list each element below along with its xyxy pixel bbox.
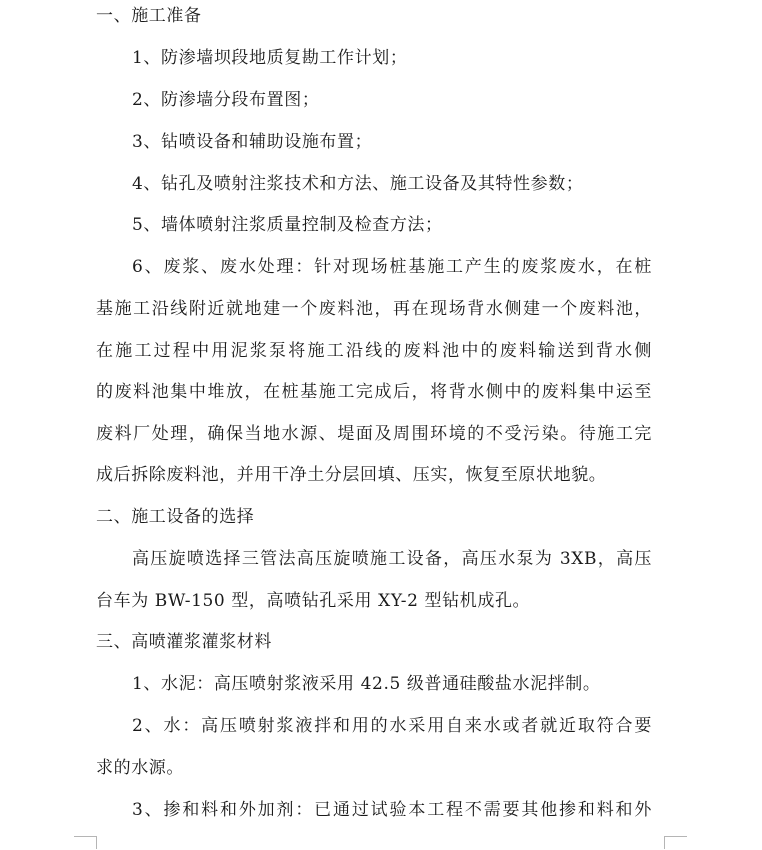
list-item-2: 2、防渗墙分段布置图；	[132, 90, 320, 110]
list-item-1: 1、防渗墙坝段地质复勘工作计划；	[132, 48, 408, 68]
paragraph-line: 基施工沿线附近就地建一个废料池，再在现场背水侧建一个废料池，	[96, 299, 652, 319]
paragraph-line: 废料厂处理，确保当地水源、堤面及周围环境的不受污染。待施工完	[96, 424, 652, 444]
list-item-water-line-1: 2、水：高压喷射浆液拌和用的水采用自来水或者就近取符合要	[132, 716, 652, 736]
list-item-3: 3、钻喷设备和辅助设施布置；	[132, 132, 373, 152]
list-item-6-line-1: 6、废浆、废水处理：针对现场桩基施工产生的废浆废水，在桩	[132, 257, 652, 277]
paragraph-line: 成后拆除废料池，并用干净土分层回填、压实，恢复至原状地貌。	[96, 465, 607, 485]
list-item-4: 4、钻孔及喷射注浆技术和方法、施工设备及其特性参数；	[132, 174, 584, 194]
list-item-admixture: 3、掺和料和外加剂：已通过试验本工程不需要其他掺和料和外	[132, 800, 652, 820]
page-corner-mark-right	[664, 836, 687, 849]
paragraph-line: 在施工过程中用泥浆泵将施工沿线的废料池中的废料输送到背水侧	[96, 341, 652, 361]
heading-construction-preparation: 一、施工准备	[96, 6, 202, 26]
heading-grouting-materials: 三、高喷灌浆灌浆材料	[96, 632, 272, 652]
heading-equipment-selection: 二、施工设备的选择	[96, 507, 255, 527]
paragraph-line: 的废料池集中堆放，在桩基施工完成后，将背水侧中的废料集中运至	[96, 382, 652, 402]
paragraph-line: 求的水源。	[96, 758, 184, 778]
paragraph-line: 台车为 BW-150 型，高喷钻孔采用 XY-2 型钻机成孔。	[96, 591, 531, 611]
paragraph-line: 高压旋喷选择三管法高压旋喷施工设备，高压水泵为 3XB，高压	[132, 549, 652, 569]
page-corner-mark-left	[74, 836, 97, 849]
list-item-5: 5、墙体喷射注浆质量控制及检查方法；	[132, 215, 443, 235]
list-item-cement: 1、水泥：高压喷射浆液采用 42.5 级普通硅酸盐水泥拌制。	[132, 674, 601, 694]
